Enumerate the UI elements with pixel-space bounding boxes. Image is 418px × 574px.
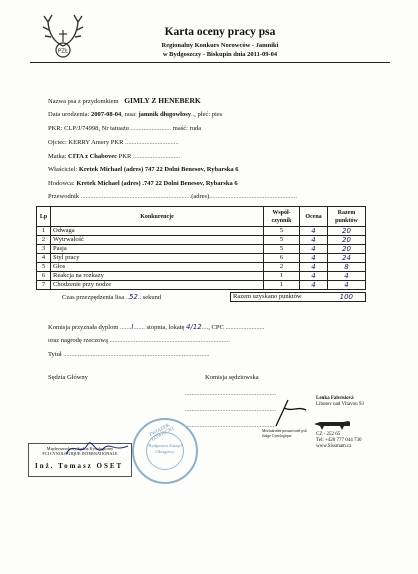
birth-row: Data urodzenia: 2007-08-04, rasa: jamnik długowłosy.., płeć: pies: [48, 111, 223, 118]
cpc-label: , CPC: [208, 324, 224, 331]
diploma-label: Komisja przyznała dyplom: [48, 324, 119, 331]
sex-label: , płeć:: [194, 111, 211, 118]
table-row: [37, 281, 366, 290]
cell-total: 24: [328, 254, 366, 263]
cell-total: 20: [328, 236, 366, 245]
table-row: [37, 263, 366, 272]
member-name: Lenka Fabrisiová: [316, 396, 354, 401]
cell-total: 4: [328, 281, 366, 290]
card-title: Karta oceny pracy psa: [164, 26, 276, 38]
member-address-1: Libotov nad Vltavou 93: [316, 402, 364, 407]
cell-name: Styl pracy: [51, 254, 264, 263]
contest-place-date: w Bydgoszczy - Biskupin dnia 2011-09-04: [162, 51, 278, 58]
cell-total: 8: [328, 263, 366, 272]
breeder-value: Kretek Michael (adres) .747 22 Dolni Benesov, Rybarska 6: [76, 180, 238, 187]
table-row: [37, 272, 366, 281]
fox-time-row: Czas przezpędzenia lisa ..52.. sekund: [62, 293, 162, 301]
breed-value: jamnik długowłosy: [138, 111, 192, 118]
commission-member-stamp: [262, 396, 362, 466]
member-web: www.Sissmam.cz: [316, 444, 352, 449]
judge-label: Sędzia Główny: [48, 374, 88, 381]
breed-label: , rasa:: [121, 111, 137, 118]
cell-lp: 6: [37, 272, 51, 281]
table-row: [37, 236, 366, 245]
cell-lp: 7: [37, 281, 51, 290]
dog-name-label: Nazwa psa z przydomkiem: [48, 98, 119, 105]
fox-time-unit: sekund: [142, 294, 162, 301]
prize-label: oraz nagrodę rzeczową: [48, 337, 108, 344]
dog-name-value: GIMLY Z HENEBERK: [124, 96, 201, 105]
fox-time-label: Czas przezpędzenia lisa: [62, 294, 125, 301]
cell-grade: 4: [300, 263, 328, 272]
tattoo-label: , Nr tatuażu: [98, 125, 129, 132]
round-stamp-inner-text: Bydgoszcz Zarząd Okręgowy: [146, 432, 184, 470]
fox-time-value: 52: [128, 293, 138, 301]
cell-name: Pasja: [51, 245, 264, 254]
round-stamp-ring-text: ZWIĄZEK ŁOWIECKI: [148, 423, 175, 443]
commission-line-2: ........................................................: [185, 406, 276, 413]
cell-total: 20: [328, 227, 366, 236]
guide-label: Przewodnik: [48, 193, 80, 200]
commission-signature-icon: [266, 398, 312, 428]
father-value: KERRY Amery: [68, 139, 110, 146]
header-divider: [30, 62, 390, 63]
contest-name: Regionalny Konkurs Norowców - Jamniki: [161, 42, 279, 49]
owner-label: Właściciel:: [48, 166, 78, 173]
sex-value: pies: [211, 111, 223, 118]
table-row: [37, 254, 366, 263]
sum-points-box: [230, 292, 366, 302]
member-phone: Tel: +420 777 044 730: [316, 438, 362, 443]
father-label: Ojciec:: [48, 139, 67, 146]
cell-coef: 6: [264, 254, 300, 263]
cell-grade: 4: [300, 281, 328, 290]
antler-logo-icon: [40, 12, 86, 62]
cell-name: Reakcja na rozkazy: [51, 272, 264, 281]
owner-value: Kretek Michael (adres) 747 22 Dolni Benesov, Rybarska 6: [78, 166, 239, 173]
col-header-total: Razem punktów: [328, 207, 366, 227]
table-row: [37, 245, 366, 254]
member-stamp-line2: Judge Cynologique: [262, 434, 292, 438]
cell-lp: 1: [37, 227, 51, 236]
commission-label: Komisja sędziowska: [205, 374, 259, 381]
member-address-2: CZ - 252 65: [316, 432, 341, 437]
dog-name-row: [48, 96, 201, 105]
breeder-row: [48, 180, 238, 187]
mother-row: Matka: CITA z Chabovec PKR .............................: [48, 153, 181, 160]
commission-line-3: ........................................................: [185, 422, 276, 429]
cell-lp: 3: [37, 245, 51, 254]
diploma-value: I: [131, 323, 134, 331]
cell-coef: 5: [264, 227, 300, 236]
cell-lp: 2: [37, 236, 51, 245]
mother-pkr: PKR: [118, 153, 132, 160]
dachshund-icon: [312, 418, 352, 432]
commission-line-1: ........................................................: [185, 390, 276, 397]
judge-stamp-line2: FCI CYNOLOGIQUE INTERNATIONALE: [42, 451, 118, 456]
color-value: ruda: [189, 125, 202, 132]
cell-coef: 2: [264, 263, 300, 272]
cell-name: Chodzenie przy nodze: [51, 281, 264, 290]
guide-address-label: (adres).: [191, 193, 211, 200]
cell-grade: 4: [300, 254, 328, 263]
mother-label: Matka:: [48, 153, 67, 160]
association-round-stamp: [132, 418, 198, 484]
cell-lp: 5: [37, 263, 51, 272]
title-row: Tytuł ..........................................................................................: [48, 351, 210, 358]
sum-points-label: Razem uzyskano punktów: [233, 293, 302, 300]
col-header-lp: Lp: [37, 207, 51, 227]
father-pkr: PKR: [110, 139, 124, 146]
pkr-label: PKR:: [48, 125, 63, 132]
cell-grade: 4: [300, 227, 328, 236]
diploma-row: Komisja przyznała dyplom .......I....... stopnia, lokatę 4/12...., CPC ........................: [48, 323, 265, 331]
birth-value: 2007-08-04: [90, 111, 122, 118]
breeder-label: Hodowca:: [48, 180, 75, 187]
degree-label: stopnia, lokatę: [146, 324, 185, 331]
cell-grade: 4: [300, 272, 328, 281]
cell-coef: 5: [264, 245, 300, 254]
member-stamp-line1: Mezinárodní posuzovatel psů: [262, 429, 307, 433]
owner-row: [48, 166, 239, 173]
mother-value: CITA z Chabovec: [68, 153, 118, 160]
cell-name: Odwaga: [51, 227, 264, 236]
cell-grade: 4: [300, 245, 328, 254]
judge-signature-icon: [62, 434, 132, 462]
cell-total: 20: [328, 245, 366, 254]
cell-coef: 1: [264, 281, 300, 290]
color-label: maść:: [172, 125, 188, 132]
col-header-coefficient: Współ- czynnik: [264, 207, 300, 227]
cell-name: Wytrwałość: [51, 236, 264, 245]
cell-name: Głos: [51, 263, 264, 272]
table-header-row: [37, 207, 366, 227]
score-table: [36, 206, 366, 290]
sum-points-value: 100: [339, 293, 353, 301]
prize-row: oraz nagrodę rzeczową ..........................................................................: [48, 337, 230, 344]
col-header-competition: Konkurencje: [51, 207, 264, 227]
judge-stamp-name: Inż. Tomasz OSET: [35, 462, 124, 470]
col-header-grade: Ocena: [300, 207, 328, 227]
pkr-value: CLP/J/74998: [64, 125, 99, 132]
cell-coef: 5: [264, 236, 300, 245]
cell-total: 4: [328, 272, 366, 281]
birth-label: Data urodzenia:: [48, 111, 90, 118]
cell-grade: 4: [300, 236, 328, 245]
cell-lp: 4: [37, 254, 51, 263]
title-label: Tytuł: [48, 351, 62, 358]
logo-letters: PZŁ: [57, 48, 69, 55]
judge-stamp-line1: Międzynarodowy Sędzia Kynologiczny: [46, 446, 114, 451]
guide-row: Przewodnik ....................................................................(adres)......................................................: [48, 193, 297, 200]
cell-coef: 1: [264, 272, 300, 281]
father-row: Ojciec: KERRY Amery PKR .................................: [48, 139, 179, 146]
pkr-row: PKR: CLP/J/74998, Nr tatuażu ......................... maść: ruda: [48, 125, 202, 132]
place-value: 4/12: [186, 323, 202, 331]
table-row: [37, 227, 366, 236]
